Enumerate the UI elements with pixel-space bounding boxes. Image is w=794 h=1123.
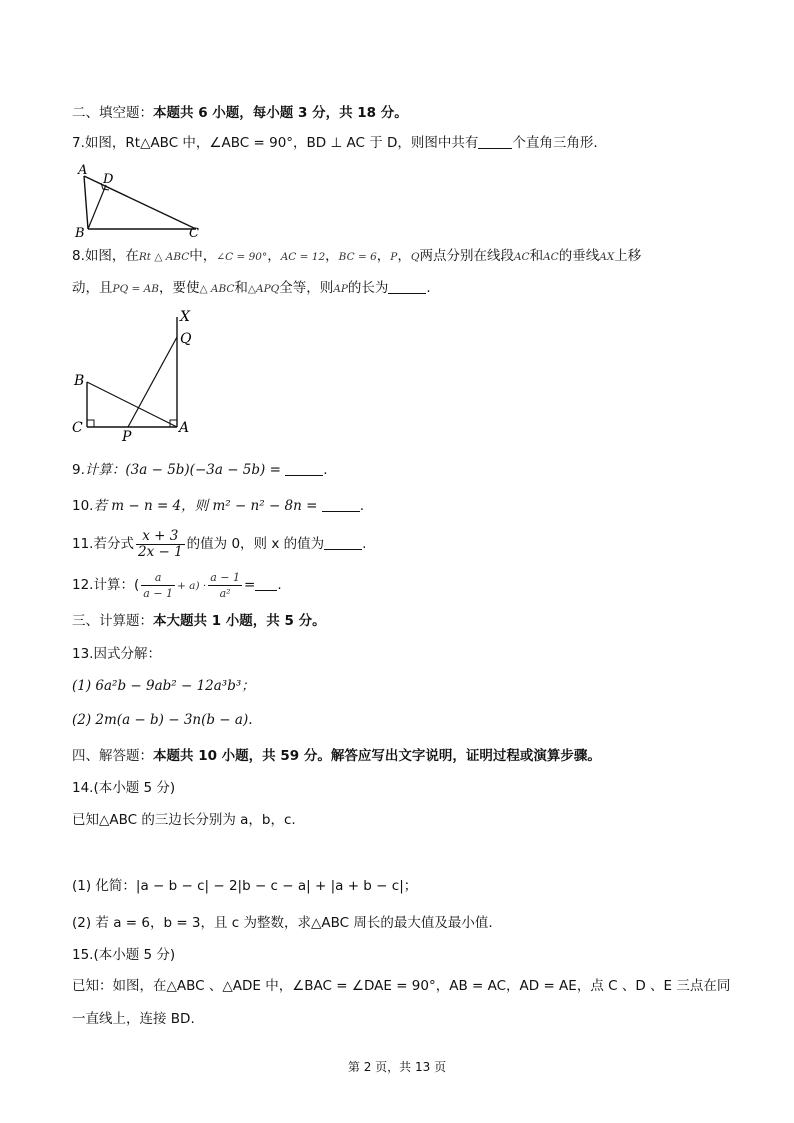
answer-blank[interactable]: [478, 134, 512, 149]
label-D: D: [103, 172, 114, 187]
label-B: B: [75, 226, 85, 240]
question-13-part-2: (2) 2m(a − b) − 3n(b − a).: [72, 712, 253, 728]
question-number: 9.: [72, 462, 85, 478]
q8-text: 中，: [189, 248, 217, 264]
answer-blank[interactable]: [255, 576, 277, 591]
q8-text: 全等，则: [279, 280, 334, 296]
question-11: 11.若分式 $\frac{x + 3}{2x - 1}$ 的值为 0，则 x 的值为 .: [72, 527, 367, 560]
question-14-stem: 已知△ABC 的三边长分别为 a，b，c.: [72, 812, 296, 828]
question-number: 8.: [72, 248, 85, 264]
question-8-line-2: 动，且PQ = AB，要使△ ABC和△APQ全等，则AP的长为 .: [72, 280, 431, 296]
answer-blank[interactable]: [285, 461, 323, 476]
q8-text: 两点分别在线段: [419, 248, 514, 264]
question-text: 计算：(: [93, 577, 140, 593]
answer-blank[interactable]: [322, 497, 360, 512]
question-15-line-1: 已知：如图，在△ABC 、△ADE 中，∠BAC = ∠DAE = 90°，AB = AC，AD = AE，点 C 、D 、E 三点在同: [72, 978, 731, 994]
question-9: 9.计算：(3a − 5b)(−3a − 5b) = .: [72, 462, 328, 478]
numerator: a − 1: [210, 570, 240, 584]
question-8-line-1: 8.如图，在Rt △ ABC中，∠C = 90°，AC = 12，BC = 6，P，Q两点分别在线段AC和AC的垂线AX上移: [72, 248, 642, 264]
question-text-end: 个直角三角形.: [512, 135, 598, 151]
numerator: x + 3: [136, 529, 185, 545]
question-text: 计算：(3a − 5b)(−3a − 5b) =: [84, 462, 281, 478]
question-14-part-2: (2) 若 a = 6，b = 3，且 c 为整数，求△ABC 周长的最大值及最小值.: [72, 915, 493, 931]
numerator: a: [141, 570, 175, 586]
fraction: [136, 529, 185, 560]
question-14-part-1: (1) 化简：|a − b − c| − 2|b − c − a| + |a + b − c|；: [72, 878, 418, 894]
q8-text: 的长为: [347, 280, 389, 296]
question-7: [72, 133, 598, 153]
q8-math: △APQ: [247, 283, 280, 295]
page-footer: 第 2 页，共 13 页: [347, 1060, 447, 1074]
label-A: A: [78, 163, 88, 178]
question-12: 12.计算：( $\frac{a}{a - 1}$ + a) · $\frac{a - 1}{\text{a²}}$ = .: [72, 570, 282, 600]
section-heading-2: [72, 103, 408, 123]
q8-math: ∠C = 90°: [216, 251, 268, 263]
label-X: X: [180, 309, 190, 325]
question-number: 11.: [72, 536, 94, 552]
q8-math: BC = 6: [338, 251, 377, 263]
section-label: 二、填空题：: [72, 105, 153, 121]
denominator: 2x − 1: [137, 543, 183, 560]
question-number: 13.: [72, 646, 94, 662]
question-13-part-1: (1) 6a²b − 9ab² − 12a³b³；: [72, 678, 255, 694]
question-10: 10.若 m − n = 4，则 m² − n² − 8n = .: [72, 498, 365, 514]
question-number: 7.: [72, 135, 85, 151]
q8-text: 上移: [614, 248, 642, 264]
question-text: 因式分解：: [93, 646, 161, 662]
q8-math: Rt △ ABC: [138, 251, 190, 263]
q8-math: Q: [410, 251, 420, 263]
denominator: a²: [219, 586, 231, 600]
label-B: B: [74, 373, 85, 389]
question-number: 15.: [72, 947, 94, 963]
question-14-header: [72, 778, 175, 798]
q8-text: 动，且: [72, 280, 113, 296]
question-text: 若分式: [93, 536, 134, 552]
q7-triangle-figure: [72, 162, 212, 240]
q8-text: 和: [529, 248, 544, 264]
q8-math: △ ABC: [199, 283, 235, 295]
question-text: 如图，Rt△ABC 中，∠ABC = 90°，BD ⊥ AC 于 D，则图中共有: [84, 135, 479, 151]
q8-math: AC = 12: [280, 251, 326, 263]
section-heading-3: [72, 611, 326, 631]
question-text: 若 m − n = 4，则 m² − n² − 8n =: [93, 498, 318, 514]
q8-text: 和: [234, 280, 248, 296]
q8-math: AC: [543, 251, 559, 263]
section-desc: 本题共 6 小题，每小题 3 分，共 18 分。: [153, 105, 408, 121]
question-number: 12.: [72, 577, 94, 593]
label-P: P: [122, 429, 132, 445]
question-13: [72, 644, 161, 664]
section-desc: 本大题共 1 小题，共 5 分。: [153, 613, 326, 629]
q8-math: AX: [599, 251, 615, 263]
section-label: 三、计算题：: [72, 613, 153, 629]
equals-sign: =: [244, 577, 256, 593]
question-15-header: [72, 945, 175, 965]
question-text: 的值为 0，则 x 的值为: [186, 536, 325, 552]
question-score: (本小题 5 分): [93, 947, 176, 963]
q8-text: 的垂线: [558, 248, 600, 264]
answer-blank[interactable]: [388, 279, 426, 294]
label-Q: Q: [180, 331, 192, 347]
q8-text: 如图，在: [84, 248, 139, 264]
q12-math: + a) ·: [177, 580, 207, 592]
question-score: (本小题 5 分): [93, 780, 176, 796]
question-number: 10.: [72, 498, 94, 514]
fraction: [208, 570, 242, 601]
q8-math: AP: [333, 283, 348, 295]
label-A: A: [179, 420, 190, 436]
q8-math: AC: [513, 251, 530, 263]
fraction: [141, 570, 175, 601]
q8-math: P: [390, 251, 398, 263]
section-heading-4: [72, 746, 601, 766]
label-C: C: [189, 226, 199, 240]
q8-math: PQ = AB: [112, 283, 159, 295]
question-number: 14.: [72, 780, 94, 796]
question-15-line-2: 一直线上，连接 BD.: [72, 1011, 195, 1027]
answer-blank[interactable]: [324, 535, 362, 550]
section-label: 四、解答题：: [72, 748, 153, 764]
q8-text: ，要使: [158, 280, 200, 296]
section-desc: 本题共 10 小题，共 59 分。解答应写出文字说明，证明过程或演算步骤。: [153, 748, 601, 764]
label-C: C: [72, 420, 83, 436]
q8-figure: [68, 305, 208, 445]
denominator: a − 1: [143, 586, 174, 600]
